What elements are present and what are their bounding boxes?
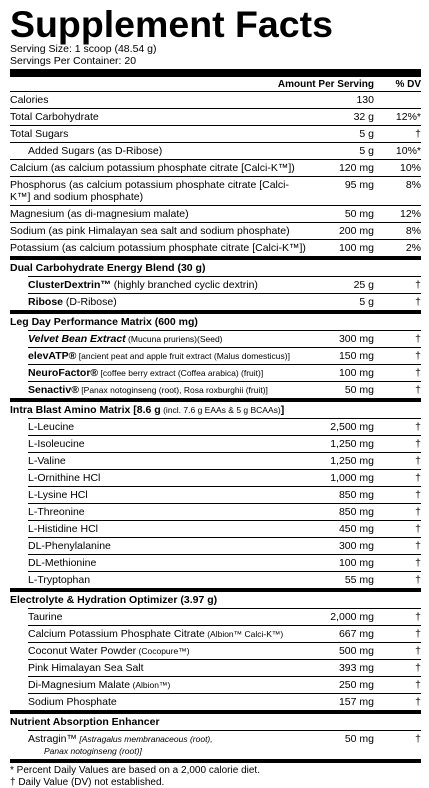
blend-item xyxy=(28,276,421,293)
nutrient-row-indented xyxy=(10,142,421,159)
ingredient-name: Ribose xyxy=(28,296,63,308)
nutrient-amount: 120 mg xyxy=(339,162,374,174)
nutrient-row xyxy=(10,159,421,176)
blend-item xyxy=(28,693,421,710)
ingredient-amount: 55 mg xyxy=(345,574,374,586)
ingredient-desc-line1: [Astragalus membranaceous (root), xyxy=(77,734,213,744)
ingredient-dv: † xyxy=(415,523,421,535)
ingredient-desc: [coffee berry extract (Coffea arabica) (fruit)] xyxy=(98,368,263,378)
nutrient-amount: 130 xyxy=(356,94,374,106)
blend-item xyxy=(28,642,421,659)
ingredient-dv: † xyxy=(415,350,421,362)
amount-header: Amount Per Serving xyxy=(278,79,374,90)
ingredient-amount: 450 mg xyxy=(339,523,374,535)
nutrient-amount: 100 mg xyxy=(339,242,374,254)
blend-item xyxy=(28,659,421,676)
nutrient-amount: 5 g xyxy=(359,128,374,140)
nutrient-row xyxy=(10,125,421,142)
nutrient-amount: 5 g xyxy=(359,145,374,157)
ingredient-dv: † xyxy=(415,611,421,623)
ingredient-desc: [Panax notoginseng (root), Rosa roxburghii (fruit)] xyxy=(79,385,268,395)
footnote-dv-not-established: † Daily Value (DV) not established. xyxy=(10,777,421,788)
blend-item xyxy=(28,503,421,520)
ingredient-name: L-Leucine xyxy=(28,421,74,433)
ingredient-name: DL-Phenylalanine xyxy=(28,540,111,552)
ingredient-amount: 100 mg xyxy=(339,557,374,569)
nutrient-dv: 2% xyxy=(406,242,421,254)
blend-item xyxy=(28,571,421,588)
nutrient-name: Magnesium (as di-magnesium malate) xyxy=(10,208,421,220)
ingredient-desc: (Cocopure™) xyxy=(136,646,189,656)
nutrient-dv: 12%* xyxy=(396,111,421,123)
ingredient-name: Coconut Water Powder xyxy=(28,645,136,657)
ingredient-dv: † xyxy=(415,574,421,586)
blend-item xyxy=(28,608,421,625)
ingredient-dv: † xyxy=(415,540,421,552)
ingredient-desc-line2: Panax notoginseng (root)] xyxy=(28,746,142,756)
nutrient-dv: † xyxy=(415,128,421,140)
ingredient-name: Taurine xyxy=(28,611,62,623)
nutrient-amount: 95 mg xyxy=(345,179,374,191)
ingredient-dv: † xyxy=(415,662,421,674)
blend-item xyxy=(28,452,421,469)
ingredient-name: L-Isoleucine xyxy=(28,438,85,450)
nutrient-row xyxy=(10,91,421,108)
ingredient-dv: † xyxy=(415,645,421,657)
ingredient-dv: † xyxy=(415,333,421,345)
ingredient-name: Velvet Bean Extract xyxy=(28,333,126,345)
ingredient-amount: 667 mg xyxy=(339,628,374,640)
nutrient-name: Potassium (as calcium potassium phosphate citrate [Calci-K™]) xyxy=(10,242,421,254)
ingredient-dv: † xyxy=(415,733,421,745)
ingredient-name: L-Histidine HCl xyxy=(28,523,98,535)
blend-item xyxy=(28,554,421,571)
supplement-facts-panel xyxy=(10,4,421,788)
ingredient-dv: † xyxy=(415,472,421,484)
ingredient-desc: [ancient peat and apple fruit extract (Malus domesticus)] xyxy=(76,351,290,361)
ingredient-amount: 50 mg xyxy=(345,733,374,745)
ingredient-name: Di-Magnesium Malate xyxy=(28,679,130,691)
blend-item xyxy=(28,730,421,759)
nutrient-row xyxy=(10,108,421,125)
serving-size: Serving Size: 1 scoop (48.54 g) xyxy=(10,44,421,56)
ingredient-amount: 1,250 mg xyxy=(330,455,374,467)
ingredient-name: Astragin™ xyxy=(28,733,77,745)
ingredient-amount: 300 mg xyxy=(339,333,374,345)
ingredient-amount: 500 mg xyxy=(339,645,374,657)
ingredient-amount: 157 mg xyxy=(339,696,374,708)
blend-title-note: (incl. 7.6 g EAAs & 5 g BCAAs) xyxy=(161,405,281,415)
nutrient-dv: 12% xyxy=(400,208,421,220)
ingredient-desc: (D-Ribose) xyxy=(63,296,117,308)
nutrient-name: Calcium (as calcium potassium phosphate citrate [Calci-K™]) xyxy=(10,162,421,174)
panel-title: Supplement Facts xyxy=(10,4,421,44)
nutrient-dv: 10% xyxy=(400,162,421,174)
ingredient-dv: † xyxy=(415,367,421,379)
ingredient-amount: 300 mg xyxy=(339,540,374,552)
ingredient-dv: † xyxy=(415,489,421,501)
blend-item xyxy=(28,486,421,503)
ingredient-name: L-Valine xyxy=(28,455,66,467)
ingredient-dv: † xyxy=(415,296,421,308)
ingredient-dv: † xyxy=(415,557,421,569)
nutrient-name: Total Carbohydrate xyxy=(10,111,421,123)
footnotes xyxy=(10,759,421,788)
nutrient-amount: 50 mg xyxy=(345,208,374,220)
nutrient-name: Phosphorus (as calcium potassium phosphate citrate [Calci-K™] and sodium phosphate) xyxy=(10,179,421,203)
ingredient-name: NeuroFactor® xyxy=(28,367,98,379)
nutrient-name: Sodium (as pink Himalayan sea salt and sodium phosphate) xyxy=(10,225,421,237)
blend-title-electrolyte: Electrolyte & Hydration Optimizer (3.97 g) xyxy=(10,588,421,608)
nutrient-row xyxy=(10,205,421,222)
nutrient-name: Added Sugars (as D-Ribose) xyxy=(28,145,421,157)
ingredient-dv: † xyxy=(415,696,421,708)
blend-item xyxy=(28,418,421,435)
ingredient-dv: † xyxy=(415,421,421,433)
electrolyte-list xyxy=(10,608,421,710)
blend-item xyxy=(28,676,421,693)
blend-title-leg-day: Leg Day Performance Matrix (600 mg) xyxy=(10,310,421,330)
nutrient-dv: 8% xyxy=(406,225,421,237)
ingredient-dv: † xyxy=(415,438,421,450)
ingredient-name: L-Ornithine HCl xyxy=(28,472,100,484)
blend-item xyxy=(28,347,421,364)
ingredient-name: Senactiv® xyxy=(28,384,79,396)
ingredient-dv: † xyxy=(415,455,421,467)
amino-list xyxy=(10,418,421,588)
blend-title-dual-carbohydrate: Dual Carbohydrate Energy Blend (30 g) xyxy=(10,256,421,276)
blend-item xyxy=(28,537,421,554)
nutrient-dv: 10%* xyxy=(396,145,421,157)
blend-item xyxy=(28,381,421,398)
ingredient-amount: 100 mg xyxy=(339,367,374,379)
ingredient-dv: † xyxy=(415,628,421,640)
ingredient-dv: † xyxy=(415,384,421,396)
ingredient-amount: 2,000 mg xyxy=(330,611,374,623)
nutrient-name: Total Sugars xyxy=(10,128,421,140)
ingredient-name: DL-Methionine xyxy=(28,557,96,569)
ingredient-name: elevATP® xyxy=(28,350,76,362)
ingredient-name: Pink Himalayan Sea Salt xyxy=(28,662,144,674)
ingredient-amount: 5 g xyxy=(359,296,374,308)
blend-title-nutrient-absorption: Nutrient Absorption Enhancer xyxy=(10,710,421,730)
nutrient-row xyxy=(10,239,421,256)
blend-item xyxy=(28,330,421,347)
blend-item xyxy=(28,625,421,642)
blend-item xyxy=(28,520,421,537)
ingredient-amount: 850 mg xyxy=(339,506,374,518)
nutrient-row xyxy=(10,176,421,205)
blend-title-end: ] xyxy=(281,404,285,416)
dv-header: % DV xyxy=(395,79,421,90)
servings-per-container: Servings Per Container: 20 xyxy=(10,56,421,68)
ingredient-amount: 25 g xyxy=(354,279,374,291)
ingredient-amount: 150 mg xyxy=(339,350,374,362)
ingredient-desc: (Mucuna pruriens)(Seed) xyxy=(126,334,223,344)
ingredient-amount: 1,000 mg xyxy=(330,472,374,484)
ingredient-amount: 850 mg xyxy=(339,489,374,501)
nutrient-row xyxy=(10,222,421,239)
nutrient-amount: 32 g xyxy=(354,111,374,123)
ingredient-desc: (Albion™ Calci-K™) xyxy=(205,629,283,639)
nutrient-dv: 8% xyxy=(406,179,421,191)
nutrient-name: Calories xyxy=(10,94,421,106)
ingredient-name: Sodium Phosphate xyxy=(28,696,117,708)
ingredient-name: L-Tryptophan xyxy=(28,574,90,586)
ingredient-name: L-Lysine HCl xyxy=(28,489,88,501)
thick-divider xyxy=(10,69,421,77)
blend-item xyxy=(28,435,421,452)
nutrient-amount: 200 mg xyxy=(339,225,374,237)
blend-item xyxy=(28,364,421,381)
ingredient-amount: 393 mg xyxy=(339,662,374,674)
ingredient-name: Calcium Potassium Phosphate Citrate xyxy=(28,628,205,640)
blend-item xyxy=(28,469,421,486)
blend-title-intra-blast xyxy=(10,398,421,418)
ingredient-name: ClusterDextrin™ xyxy=(28,279,111,291)
ingredient-desc: (Albion™) xyxy=(130,680,170,690)
ingredient-amount: 1,250 mg xyxy=(330,438,374,450)
ingredient-dv: † xyxy=(415,506,421,518)
ingredient-amount: 50 mg xyxy=(345,384,374,396)
blend-title-main: Intra Blast Amino Matrix [8.6 g xyxy=(10,404,161,416)
ingredient-amount: 250 mg xyxy=(339,679,374,691)
ingredient-desc: (highly branched cyclic dextrin) xyxy=(111,279,258,291)
column-header xyxy=(10,77,421,91)
ingredient-dv: † xyxy=(415,679,421,691)
blend-item xyxy=(28,293,421,310)
ingredient-dv: † xyxy=(415,279,421,291)
ingredient-amount: 2,500 mg xyxy=(330,421,374,433)
ingredient-name: L-Threonine xyxy=(28,506,85,518)
footnote-percent-dv: * Percent Daily Values are based on a 2,000 calorie diet. xyxy=(10,765,421,777)
